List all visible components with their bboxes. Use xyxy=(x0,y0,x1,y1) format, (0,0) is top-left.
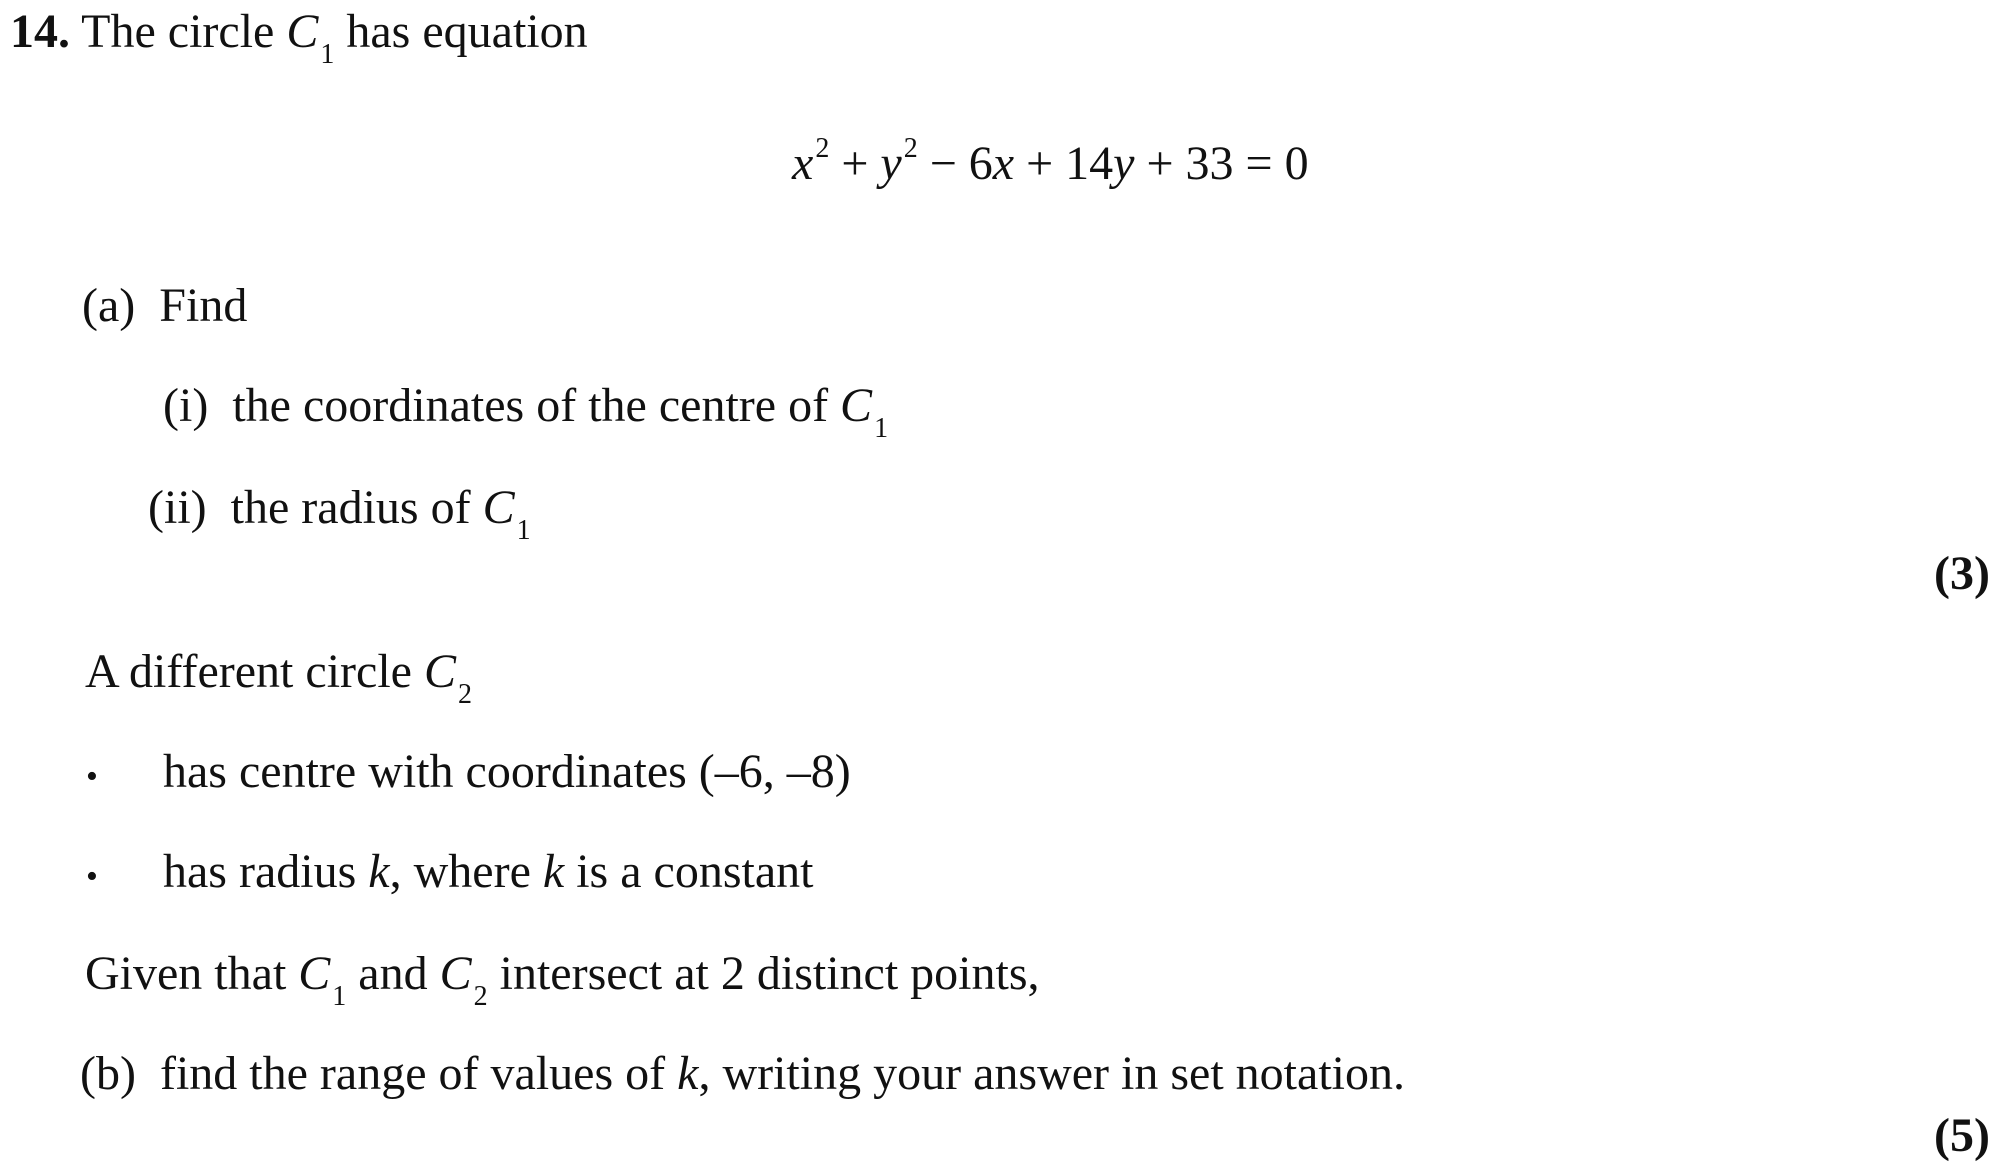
eq-term-14: + 14 xyxy=(1014,137,1114,190)
bullet-radius-mid: , where xyxy=(389,845,531,898)
part-a-i-text: the coordinates of the centre of xyxy=(232,379,829,432)
part-a-i-label: (i) xyxy=(163,379,209,432)
c1-symbol: C xyxy=(286,5,319,58)
part-a-i xyxy=(163,379,889,444)
circle-equation xyxy=(792,133,1309,190)
given-and: and xyxy=(358,947,428,1000)
part-b-text-pre: find the range of values of xyxy=(159,1047,666,1100)
c1-symbol: C xyxy=(482,481,515,534)
question-intro xyxy=(10,5,588,70)
bullet-centre: has centre with coordinates (–6, –8) xyxy=(163,745,851,798)
c2-subscript: 2 xyxy=(473,981,488,1012)
part-a-heading xyxy=(82,279,248,332)
eq-term-6: − 6 xyxy=(917,137,993,190)
part-a-ii-text: the radius of xyxy=(230,481,471,534)
bullet-radius xyxy=(163,845,814,898)
given-post: intersect at 2 distinct points, xyxy=(499,947,1040,1000)
c2-intro xyxy=(85,645,472,710)
c2-symbol: C xyxy=(439,947,472,1000)
given-pre: Given that xyxy=(85,947,287,1000)
eq-plus: + xyxy=(829,137,881,190)
eq-x2: x xyxy=(992,137,1015,190)
eq-y: y xyxy=(880,137,902,190)
part-b xyxy=(80,1047,1405,1100)
bullet-icon: • xyxy=(86,858,98,895)
c2-subscript: 2 xyxy=(457,679,472,710)
part-a-label: (a) xyxy=(82,279,136,332)
eq-x-power: 2 xyxy=(815,133,830,164)
bullet-radius-pre: has radius xyxy=(163,845,357,898)
part-a-ii-label: (ii) xyxy=(148,481,207,534)
part-a-text: Find xyxy=(159,279,248,332)
c1-subscript: 1 xyxy=(332,981,347,1012)
question-number: 14. xyxy=(10,5,70,58)
eq-x: x xyxy=(792,137,814,190)
part-b-text-post: , writing your answer in set notation. xyxy=(698,1047,1405,1100)
eq-y-power: 2 xyxy=(903,133,918,164)
part-b-marks: (5) xyxy=(1934,1109,1990,1162)
part-b-label: (b) xyxy=(80,1047,136,1100)
bullet-radius-post: is a constant xyxy=(576,845,814,898)
bullet-icon: • xyxy=(86,758,98,795)
eq-term-33: + 33 = 0 xyxy=(1134,137,1309,190)
given-line xyxy=(85,947,1040,1012)
part-a-marks: (3) xyxy=(1934,547,1990,600)
intro-pre: The circle xyxy=(81,5,275,58)
c1-symbol: C xyxy=(298,947,331,1000)
c2-intro-text: A different circle xyxy=(85,645,412,698)
c1-subscript: 1 xyxy=(516,515,531,546)
c1-subscript: 1 xyxy=(320,39,335,70)
c1-subscript: 1 xyxy=(874,413,889,444)
c2-symbol: C xyxy=(423,645,456,698)
k-symbol: k xyxy=(677,1047,699,1100)
k-symbol: k xyxy=(542,845,565,898)
c1-symbol: C xyxy=(840,379,873,432)
intro-post: has equation xyxy=(346,5,588,58)
part-a-ii xyxy=(148,481,531,546)
k-symbol: k xyxy=(368,845,390,898)
eq-y2: y xyxy=(1113,137,1135,190)
